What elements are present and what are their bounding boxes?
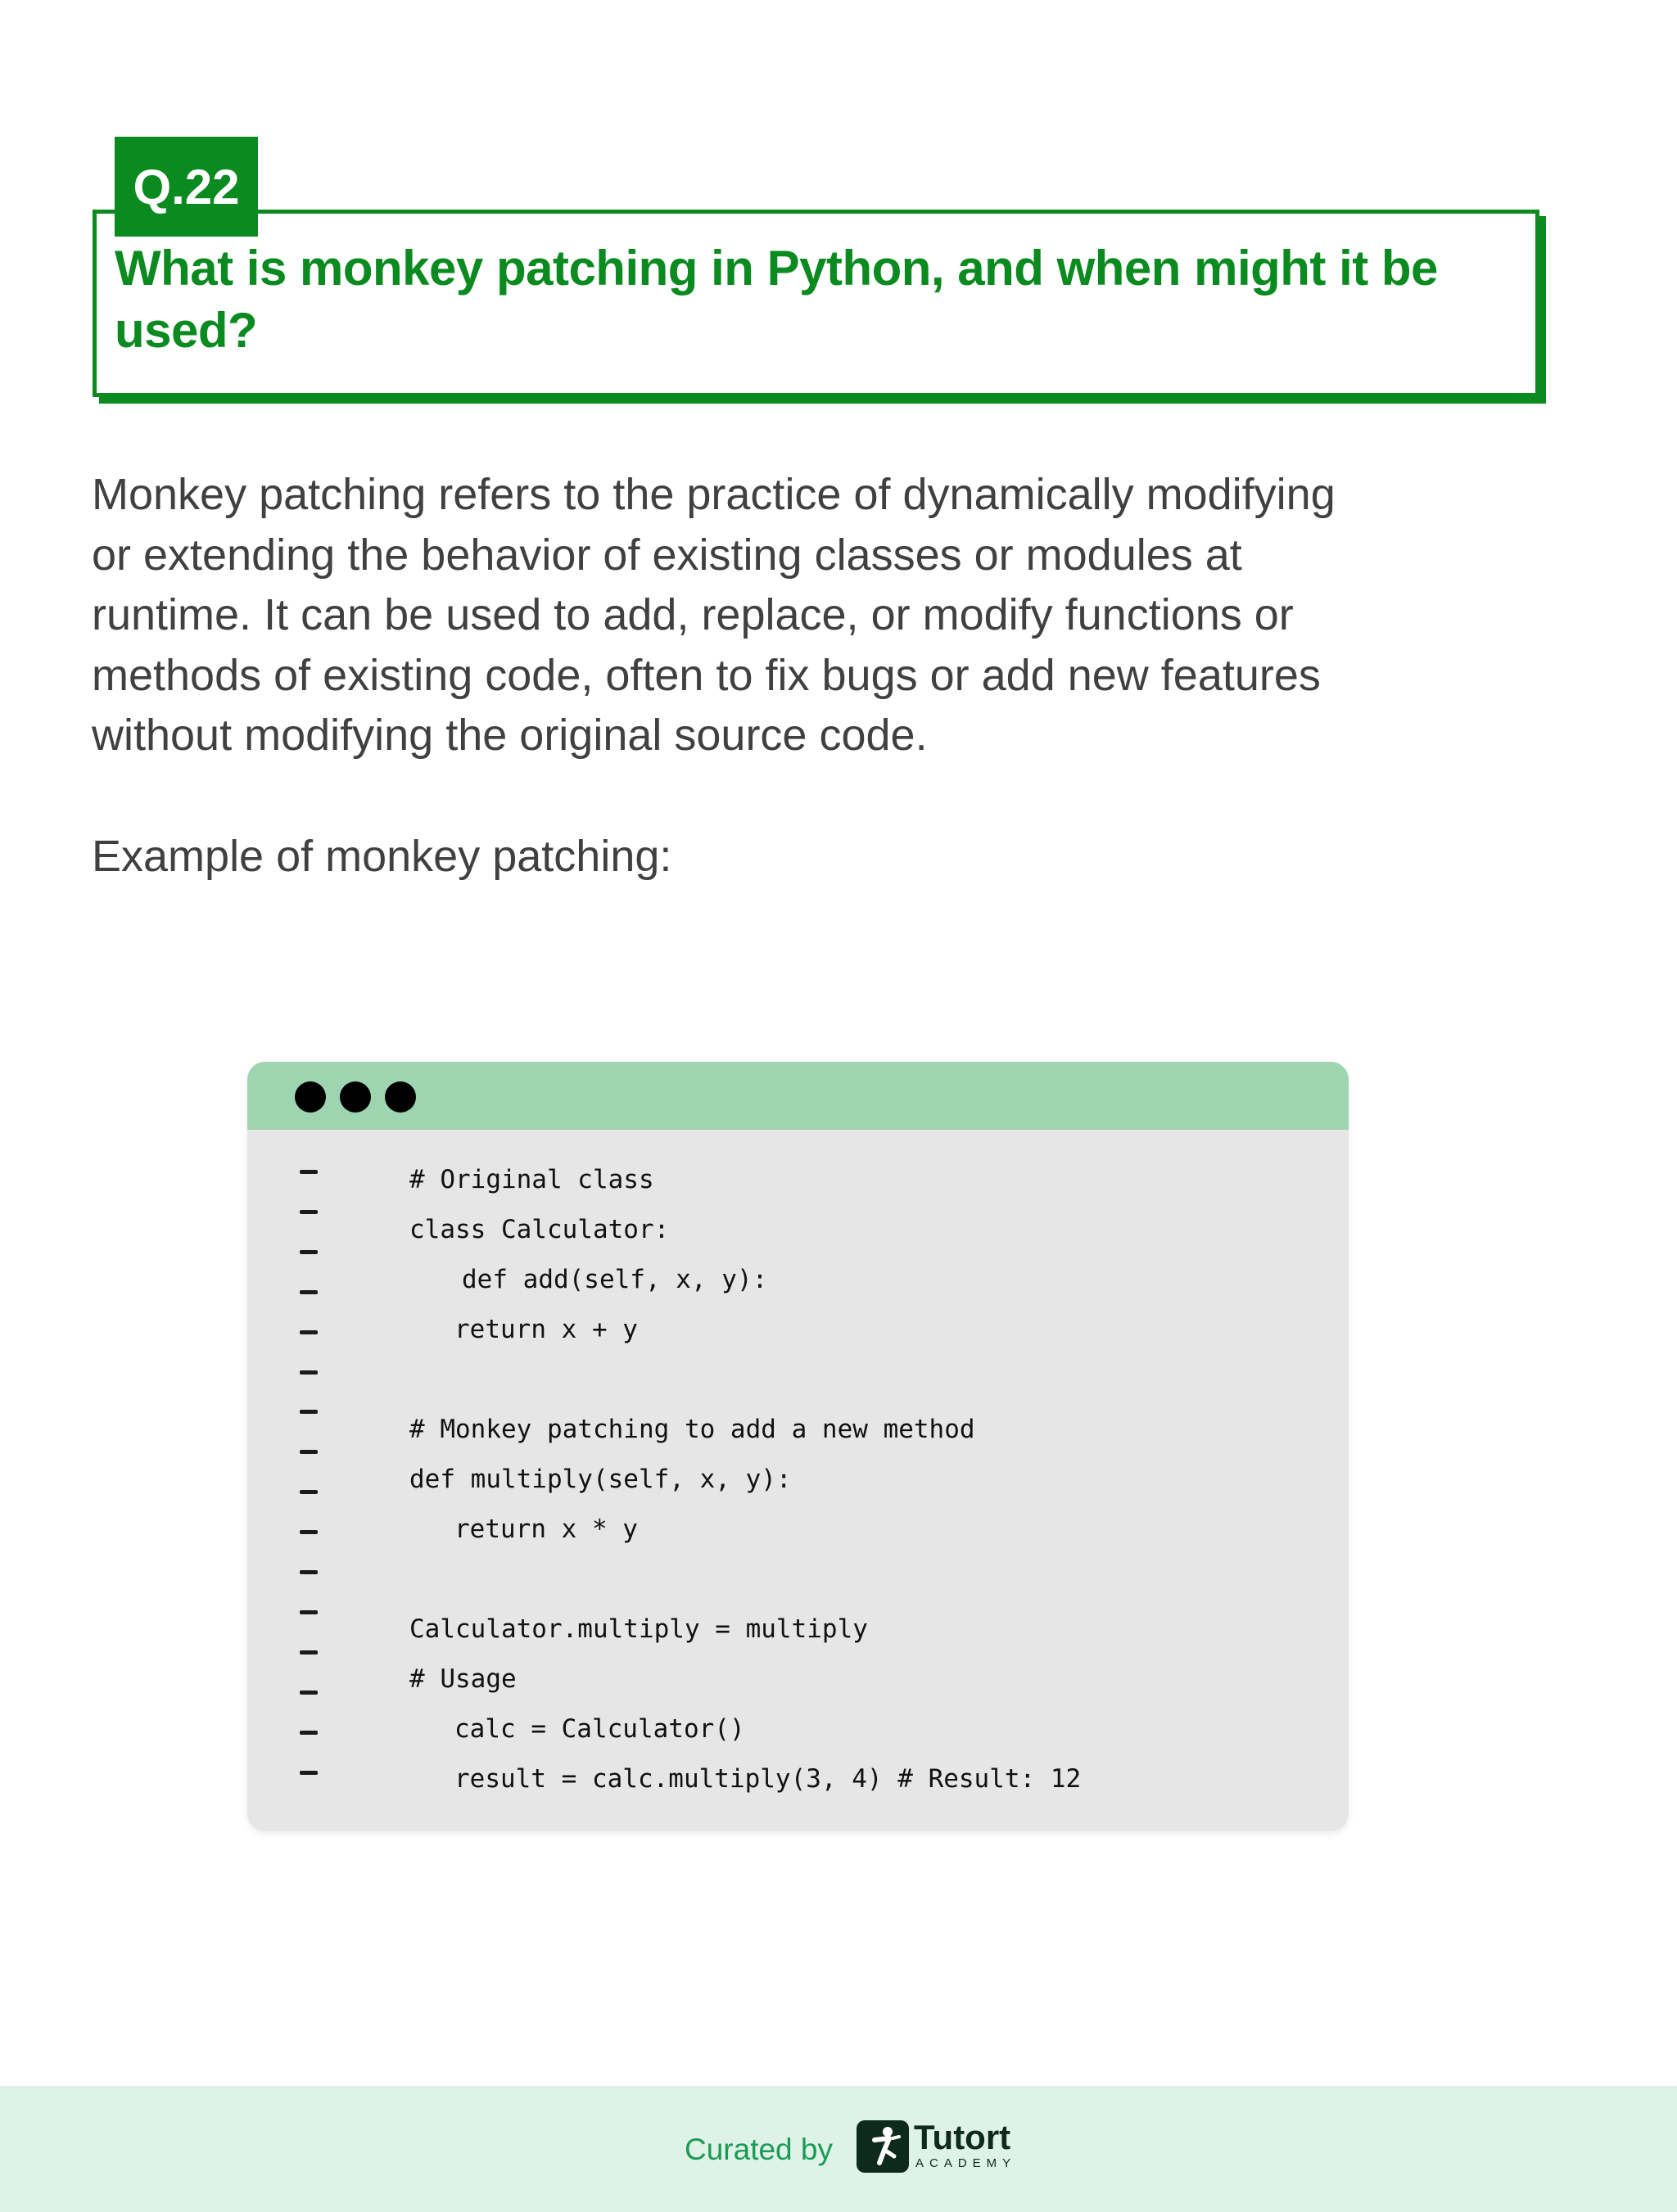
line-gutter-mark: [300, 1530, 318, 1534]
code-line: # Original class: [409, 1165, 654, 1194]
code-line: Calculator.multiply = multiply: [409, 1614, 868, 1644]
line-gutter-mark: [300, 1290, 318, 1294]
running-figure-logo-icon: [857, 2120, 909, 2173]
window-dot-icon: [385, 1081, 416, 1113]
line-gutter-mark: [300, 1170, 318, 1174]
line-gutter-mark: [300, 1610, 318, 1614]
footer-bar: [0, 2086, 1677, 2212]
code-line: return x + y: [454, 1315, 638, 1344]
line-gutter-mark: [300, 1210, 318, 1214]
answer-line: Monkey patching refers to the practice of dynamically modifying: [92, 470, 1336, 519]
code-line: return x * y: [454, 1515, 638, 1544]
code-line: # Usage: [409, 1664, 517, 1694]
curated-by-label: Curated by: [685, 2133, 833, 2166]
line-gutter-mark: [300, 1250, 318, 1254]
code-line: calc = Calculator(): [454, 1714, 745, 1744]
line-gutter-mark: [300, 1691, 318, 1695]
window-dot-icon: [295, 1081, 326, 1113]
code-window-titlebar: [247, 1062, 1349, 1130]
line-gutter-mark: [300, 1731, 318, 1735]
answer-paragraph: [92, 465, 1566, 766]
brand-name: Tutort: [914, 2118, 1011, 2156]
line-gutter-mark: [300, 1450, 318, 1454]
code-window: [247, 1062, 1349, 1831]
line-gutter-mark: [300, 1410, 318, 1414]
answer-line: methods of existing code, often to fix bugs or add new features: [92, 650, 1321, 700]
line-gutter-mark: [300, 1370, 318, 1375]
example-label: Example of monkey patching:: [92, 832, 672, 881]
window-dot-icon: [340, 1081, 371, 1113]
answer-line: or extending the behavior of existing classes or modules at: [92, 530, 1242, 580]
line-gutter-mark: [300, 1490, 318, 1494]
code-line: def multiply(self, x, y):: [409, 1465, 792, 1494]
code-line: # Monkey patching to add a new method: [409, 1415, 975, 1444]
code-line: class Calculator:: [409, 1215, 670, 1244]
line-gutter-mark: [300, 1330, 318, 1334]
question-title: What is monkey patching in Python, and when might it be used?: [115, 241, 1438, 358]
code-line: def add(self, x, y):: [462, 1265, 768, 1294]
answer-line: runtime. It can be used to add, replace, or modify functions or: [92, 590, 1294, 639]
line-gutter-mark: [300, 1650, 318, 1654]
brand-subtitle: ACADEMY: [915, 2156, 1017, 2170]
code-line: result = calc.multiply(3, 4) # Result: 12: [454, 1764, 1082, 1794]
line-gutter-mark: [300, 1570, 318, 1574]
line-gutter-mark: [300, 1771, 318, 1775]
answer-line: without modifying the original source code.: [92, 711, 928, 760]
question-number-badge: Q.22: [115, 137, 258, 237]
